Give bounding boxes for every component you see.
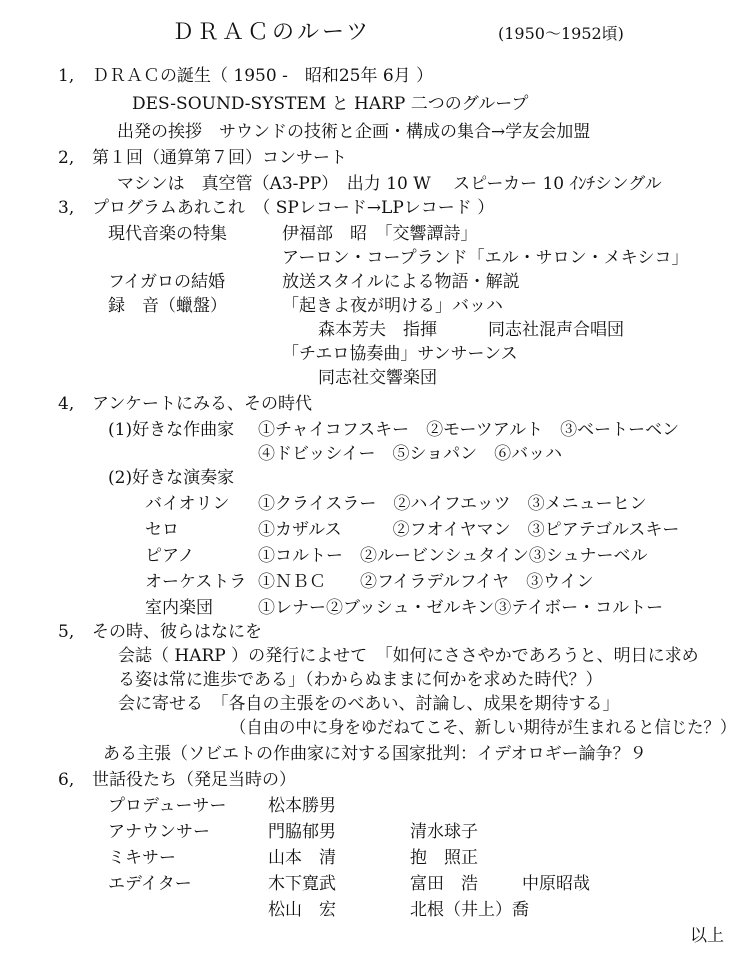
staff-name: 中原昭哉	[522, 874, 590, 894]
section-1-number: 1,	[58, 66, 75, 86]
survey-composers-label: (1)好きな作曲家	[108, 420, 235, 440]
section-3-number: 3,	[58, 198, 75, 218]
program-value: 伊福部 昭 「交響譚詩」	[282, 224, 478, 244]
document-title: ＤＲＡＣのルーツ	[172, 20, 372, 45]
staff-name: 抱 照正	[410, 848, 478, 868]
section-6-number: 6,	[58, 770, 75, 790]
closing-mark: 以上	[690, 926, 724, 946]
performer-ranking: ①クライスラー ②ハイフエッツ ③メニューヒン	[258, 494, 647, 514]
section-5-number: 5,	[58, 622, 75, 642]
performer-ranking: ①カザルス ②フオイヤマン ③ピアテゴルスキー	[258, 520, 680, 540]
performer-ranking: ①レナー②ブッシュ・ゼルキン③テイボー・コルトー	[258, 598, 664, 618]
program-value: 「チエロ協奏曲」サンサーンス	[282, 344, 518, 364]
title-years: (1950～1952頃)	[498, 24, 624, 43]
program-value: 放送スタイルによる物語・解説	[282, 272, 520, 292]
staff-role: アナウンサー	[108, 822, 210, 842]
staff-name: 木下寛武	[268, 874, 336, 894]
section-4-heading: アンケートにみる、その時代	[92, 394, 312, 414]
section-6-heading: 世話役たち（発足当時の）	[92, 770, 296, 790]
staff-name: 山本 清	[268, 848, 336, 868]
performer-category: バイオリン	[145, 494, 230, 514]
staff-role: エデイター	[108, 874, 192, 894]
section-2-number: 2,	[58, 148, 75, 168]
staff-role: プロデューサー	[108, 796, 227, 816]
performer-ranking: ①コルトー ②ルービンシュタイン③シュナーベル	[258, 546, 648, 566]
survey-composers-line: ④ドビッシイー ⑤ショパン ⑥バッハ	[258, 444, 563, 464]
section-5-line: 会に寄せる 「各自の主張をのべあい、討論し、成果を期待する」	[118, 694, 620, 714]
section-1-heading: ＤＲＡＣの誕生（ 1950 - 昭和25年 6月 ）	[92, 66, 434, 86]
staff-name: 北根（井上）喬	[410, 900, 529, 920]
staff-role: ミキサー	[108, 848, 176, 868]
program-label: 録 音（蠟盤）	[108, 296, 227, 316]
staff-name: 富田 浩	[410, 874, 478, 894]
staff-name: 松山 宏	[268, 900, 336, 920]
section-2-line: マシンは 真空管（A3-PP） 出力 10 W スピーカー 10 ｲﾝﾁシングル	[117, 174, 662, 194]
staff-name: 松本勝男	[268, 796, 336, 816]
section-5-heading: その時、彼らはなにを	[92, 622, 262, 642]
program-value: 「起きよ夜が明ける」バッハ	[282, 296, 503, 316]
staff-name: 門脇郁男	[268, 822, 336, 842]
program-value: 同志社交響楽団	[318, 368, 437, 388]
section-5-line: ある主張（ソビエトの作曲家に対する国家批判：イデオロギー論争？９	[103, 744, 647, 764]
section-3-heading: プログラムあれこれ （ SPレコード→LPレコード ）	[92, 198, 495, 218]
program-label: 現代音楽の特集	[108, 224, 227, 244]
section-5-line: 会誌（ HARP ）の発行によせて 「如何にささやかであろうと、明日に求め	[118, 646, 699, 666]
performer-category: 室内楽団	[145, 598, 213, 618]
performer-category: セロ	[145, 520, 179, 540]
section-2-heading: 第１回（通算第７回）コンサート	[92, 148, 347, 168]
performer-ranking: ①ＮＢＣ ②フイラデルフイヤ ③ウイン	[258, 572, 594, 592]
program-value: 森本芳夫 指揮 同志社混声合唱団	[318, 320, 624, 340]
performer-category: オーケストラ	[145, 572, 247, 592]
section-1-line: 出発の挨拶 サウンドの技術と企画・構成の集合→学友会加盟	[117, 122, 591, 142]
section-1-line: DES-SOUND-SYSTEM と HARP 二つのグループ	[132, 94, 529, 114]
performer-category: ピアノ	[145, 546, 195, 566]
staff-name: 清水球子	[410, 822, 478, 842]
section-5-line: る姿は常に進歩である」（わからぬままに何かを求めた時代？）	[118, 670, 603, 690]
survey-composers-line: ①チャイコフスキー ②モーツアルト ③ベートーベン	[258, 420, 680, 440]
section-4-number: 4,	[58, 394, 75, 414]
program-value: アーロン・コープランド「エル・サロン・メキシコ」	[282, 248, 689, 268]
program-label: フイガロの結婚	[108, 272, 225, 292]
section-5-line: （自由の中に身をゆだねてこそ、新しい期待が生まれると信じた？）	[230, 718, 737, 738]
survey-performers-label: (2)好きな演奏家	[108, 468, 235, 488]
